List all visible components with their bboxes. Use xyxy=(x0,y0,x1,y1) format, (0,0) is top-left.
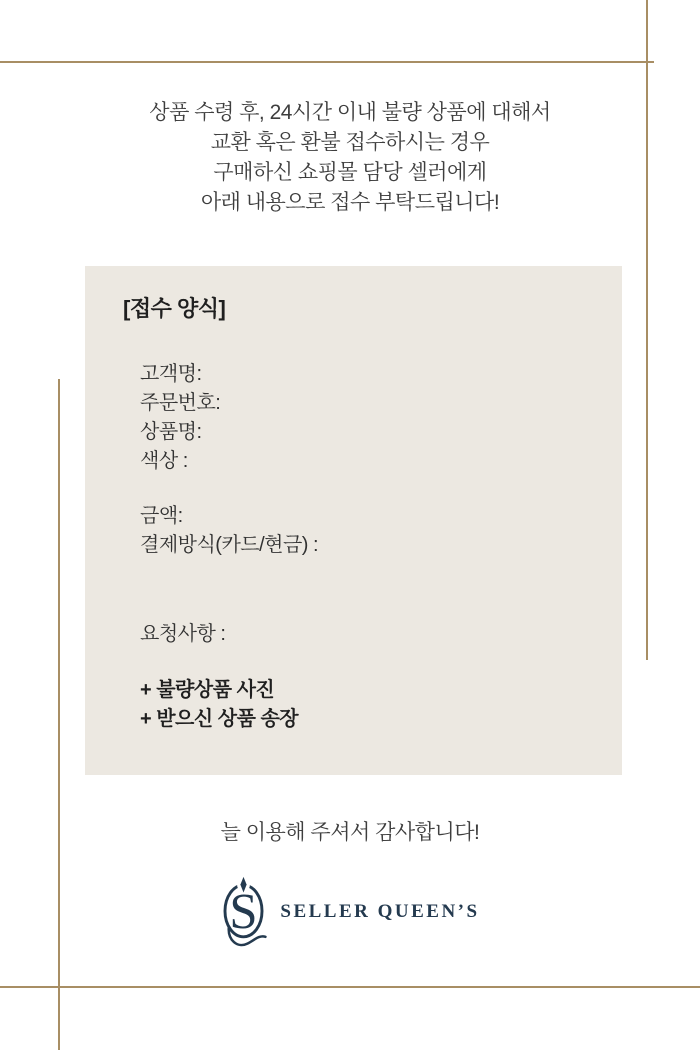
field-color: 색상 : xyxy=(140,450,188,472)
intro-line-4: 아래 내용으로 접수 부탁드립니다! xyxy=(200,191,500,214)
brand-name: SELLER QUEEN’S xyxy=(280,901,480,922)
sq-monogram-icon xyxy=(220,872,267,948)
field-order-number: 주문번호: xyxy=(140,392,221,414)
intro-line-3: 구매하신 쇼핑몰 담당 셀러에게 xyxy=(213,161,487,184)
intro-line-2: 교환 혹은 환불 접수하시는 경우 xyxy=(210,131,490,154)
attachment-shipping-invoice: + 받으신 상품 송장 xyxy=(140,708,299,730)
brand-logo xyxy=(0,872,700,948)
request-field-group xyxy=(140,620,622,649)
field-product-name: 상품명: xyxy=(140,421,202,443)
customer-field-group xyxy=(140,360,622,476)
decor-line-bottom xyxy=(0,986,700,988)
reception-form-box xyxy=(85,266,622,775)
intro-paragraph xyxy=(0,98,700,218)
thanks-message: 늘 이용해 주셔서 감사합니다! xyxy=(220,821,480,844)
form-title: [접수 양식] xyxy=(123,296,226,321)
decor-line-top xyxy=(0,61,654,63)
field-request: 요청사항 : xyxy=(140,623,226,645)
field-customer-name: 고객명: xyxy=(140,363,202,385)
attachment-defect-photo: + 불량상품 사진 xyxy=(140,679,275,701)
field-amount: 금액: xyxy=(140,505,183,527)
monogram-letter: S xyxy=(229,883,258,940)
intro-line-1: 상품 수령 후, 24시간 이내 불량 상품에 대해서 xyxy=(149,101,551,124)
attachment-list xyxy=(140,676,622,734)
decor-line-left xyxy=(58,379,60,1050)
field-payment-method: 결제방식(카드/현금) : xyxy=(140,534,319,556)
payment-field-group xyxy=(140,502,622,560)
